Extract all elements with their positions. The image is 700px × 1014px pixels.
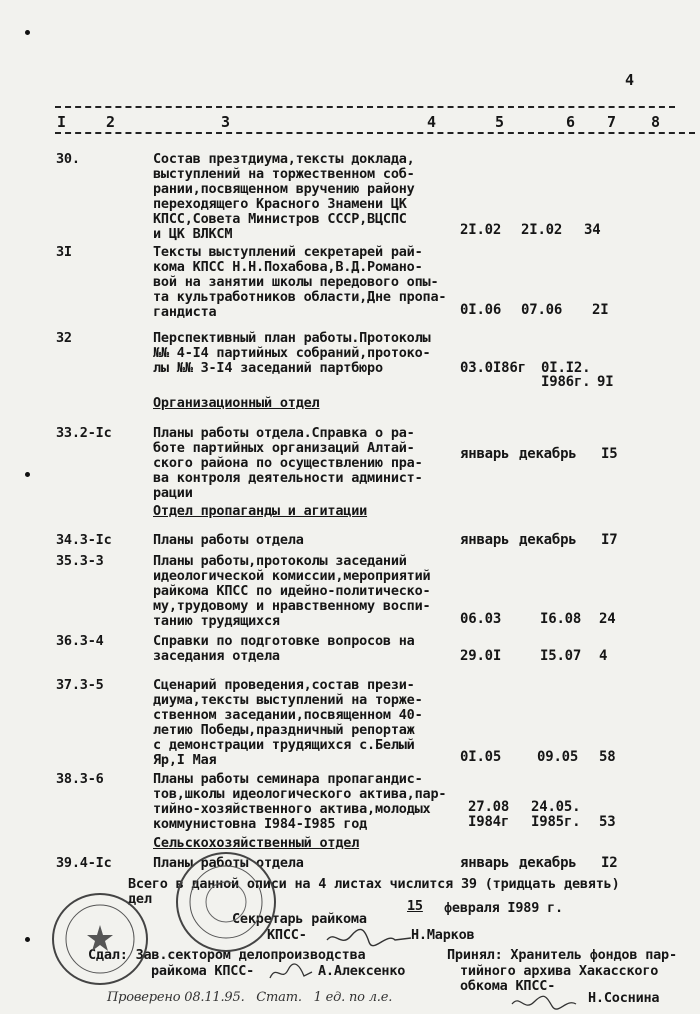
binding-hole-mark	[25, 937, 30, 942]
start-date: январь	[460, 855, 510, 871]
sheet-count: 4	[599, 648, 608, 664]
sheet-count: 24	[599, 611, 616, 627]
sheet-count: I7	[601, 532, 618, 548]
secretary-title: Секретарь райкома	[232, 911, 367, 927]
end-year: I985г.	[531, 814, 581, 830]
end-date: 2I.02	[521, 222, 563, 238]
end-date: декабрь	[519, 532, 577, 548]
district-committee-seal-stamp	[176, 852, 276, 952]
end-date: I5.07	[540, 648, 582, 664]
row-title-line: вой на занятии школы передового опы-	[153, 274, 439, 290]
row-title-line: с демонстрации трудящихся с.Белый	[153, 737, 415, 753]
row-title-line: рании,посвященном вручению району	[153, 181, 415, 197]
row-number: 35.3-3	[56, 553, 104, 569]
row-number: 32	[56, 330, 72, 346]
row-title-line: КПСС,Совета Министров СССР,ВЦСПС	[153, 211, 407, 227]
row-number: 38.3-6	[56, 771, 104, 787]
secretary-signature	[325, 926, 415, 950]
header-bottom-rule	[55, 132, 695, 134]
row-title-line: заседания отдела	[153, 648, 280, 664]
row-title-line: райкома КПСС по идейно-политическо-	[153, 583, 431, 599]
start-date: 06.03	[460, 611, 502, 627]
accepted-title: Принял: Хранитель фондов пар-	[447, 947, 677, 963]
section-heading: Организационный отдел	[153, 395, 320, 411]
row-title-line: танию трудящихся	[153, 613, 280, 629]
section-heading: Сельскохозяйственный отдел	[153, 835, 360, 851]
start-date: 0I.05	[460, 749, 502, 765]
end-date: 07.06	[521, 302, 563, 318]
row-title-line: и ЦК ВЛКСМ	[153, 226, 233, 242]
handed-over-signature	[268, 962, 314, 984]
end-date: декабрь	[519, 446, 577, 462]
accepted-name: Н.Соснина	[588, 990, 660, 1006]
start-date: 2I.02	[460, 222, 502, 238]
sheet-count: I2	[601, 855, 618, 871]
sheet-count: 2I	[592, 302, 609, 318]
row-title-line: кома КПСС Н.Н.Похабова,В.Д.Романо-	[153, 259, 423, 275]
handwritten-check-note: Проверено 08.11.95. Стат. 1 ед. по л.е.	[107, 990, 393, 1005]
start-date: 27.08	[468, 799, 510, 815]
binding-hole-mark	[25, 472, 30, 477]
column-label: 5	[495, 113, 504, 131]
row-number: 37.3-5	[56, 677, 104, 693]
row-title-line: Планы работы семинара пропагандис-	[153, 771, 423, 787]
handed-over-org: райкома КПСС-	[151, 963, 255, 979]
row-title-line: боте партийных организаций Алтай-	[153, 440, 415, 456]
end-date: 0I.I2.	[541, 360, 591, 376]
binding-hole-mark	[25, 30, 30, 35]
row-title-line: Состав презтдиума,тексты доклада,	[153, 151, 415, 167]
row-title-line: гандиста	[153, 304, 217, 320]
row-title-line: летию Победы,праздничный репортаж	[153, 722, 415, 738]
row-number: 36.3-4	[56, 633, 104, 649]
accepted-org: тийного архива Хакасского	[460, 963, 659, 979]
row-title-line: тов,школы идеологического актива,пар-	[153, 786, 447, 802]
row-number: 34.3-Iс	[56, 532, 112, 548]
end-date: 09.05	[537, 749, 579, 765]
end-date: декабрь	[519, 855, 577, 871]
row-title-line: Яр,I Мая	[153, 752, 217, 768]
column-label: 7	[607, 113, 616, 131]
row-title-line: Перспективный план работы.Протоколы	[153, 330, 431, 346]
sheet-count: 53	[599, 814, 616, 830]
sheet-count: 58	[599, 749, 616, 765]
row-title-line: тийно-хозяйственного актива,молодых	[153, 801, 431, 817]
page-number: 4	[625, 71, 634, 89]
total-line: дел	[128, 891, 152, 907]
row-number: 33.2-Iс	[56, 425, 112, 441]
row-title-line: коммунистовна I984-I985 год	[153, 816, 368, 832]
row-number: 30.	[56, 151, 80, 167]
column-label: I	[57, 113, 66, 131]
column-label: 2	[106, 113, 115, 131]
column-label: 4	[427, 113, 436, 131]
start-year: I984г	[468, 814, 510, 830]
accepted-org: обкома КПСС-	[460, 978, 556, 994]
row-title-line: Планы работы отдела.Справка о ра-	[153, 425, 415, 441]
row-title-line: Справки по подготовке вопросов на	[153, 633, 415, 649]
date-rest: февраля I989 г.	[444, 900, 563, 916]
row-title-line: Планы работы отдела	[153, 855, 304, 871]
column-label: 3	[221, 113, 230, 131]
row-number: 39.4-Iс	[56, 855, 112, 871]
row-title-line: ва контроля деятельности админист-	[153, 470, 423, 486]
secretary-name: Н.Марков	[411, 927, 475, 943]
section-heading: Отдел пропаганды и агитации	[153, 503, 368, 519]
sheet-count: 34	[584, 222, 601, 238]
row-title-line: та культработников области,Дне пропа-	[153, 289, 447, 305]
row-title-line: Планы работы,протоколы заседаний	[153, 553, 407, 569]
row-title-line: переходящего Красного Знамени ЦК	[153, 196, 407, 212]
row-title-line: лы №№ 3-I4 заседаний партбюро	[153, 360, 383, 376]
handed-over-title: Сдал: Зав.сектором делопроизводства	[88, 947, 366, 963]
row-title-line: идеологической комиссии,мероприятий	[153, 568, 431, 584]
total-line: Всего в данной описи на 4 листах числится 39 (тридцать девять)	[128, 876, 620, 892]
row-number: 3I	[56, 244, 72, 260]
accepted-signature	[510, 992, 578, 1014]
column-label: 8	[651, 113, 660, 131]
row-title-line: Планы работы отдела	[153, 532, 304, 548]
row-title-line: выступлений на торжественном соб-	[153, 166, 415, 182]
date-day: 15	[407, 898, 423, 914]
row-title-line: ственном заседании,посвященном 40-	[153, 707, 423, 723]
start-date: январь	[460, 532, 510, 548]
row-title-line: рации	[153, 485, 193, 501]
end-date: I6.08	[540, 611, 582, 627]
row-title-line: диума,тексты выступлений на торже-	[153, 692, 423, 708]
row-title-line: №№ 4-I4 партийных собраний,протоко-	[153, 345, 431, 361]
row-title-line: Сценарий проведения,состав прези-	[153, 677, 415, 693]
start-date: 03.0I86г	[460, 360, 526, 376]
sheet-count: I5	[601, 446, 618, 462]
secretary-party: КПСС-	[267, 927, 307, 943]
row-title-line: ского района по осуществлению пра-	[153, 455, 423, 471]
start-date: 29.0I	[460, 648, 502, 664]
end-date: 24.05.	[531, 799, 581, 815]
handed-over-name: А.Алексенко	[318, 963, 406, 979]
column-label: 6	[566, 113, 575, 131]
start-date: январь	[460, 446, 510, 462]
row-title-line: му,трудовому и нравственному воспи-	[153, 598, 431, 614]
sheet-count: 9I	[597, 374, 614, 390]
start-date: 0I.06	[460, 302, 502, 318]
row-title-line: Тексты выступлений секретарей рай-	[153, 244, 423, 260]
end-year: I986г.	[541, 374, 591, 390]
header-top-rule	[55, 106, 675, 108]
archive-seal-stamp	[52, 893, 148, 985]
